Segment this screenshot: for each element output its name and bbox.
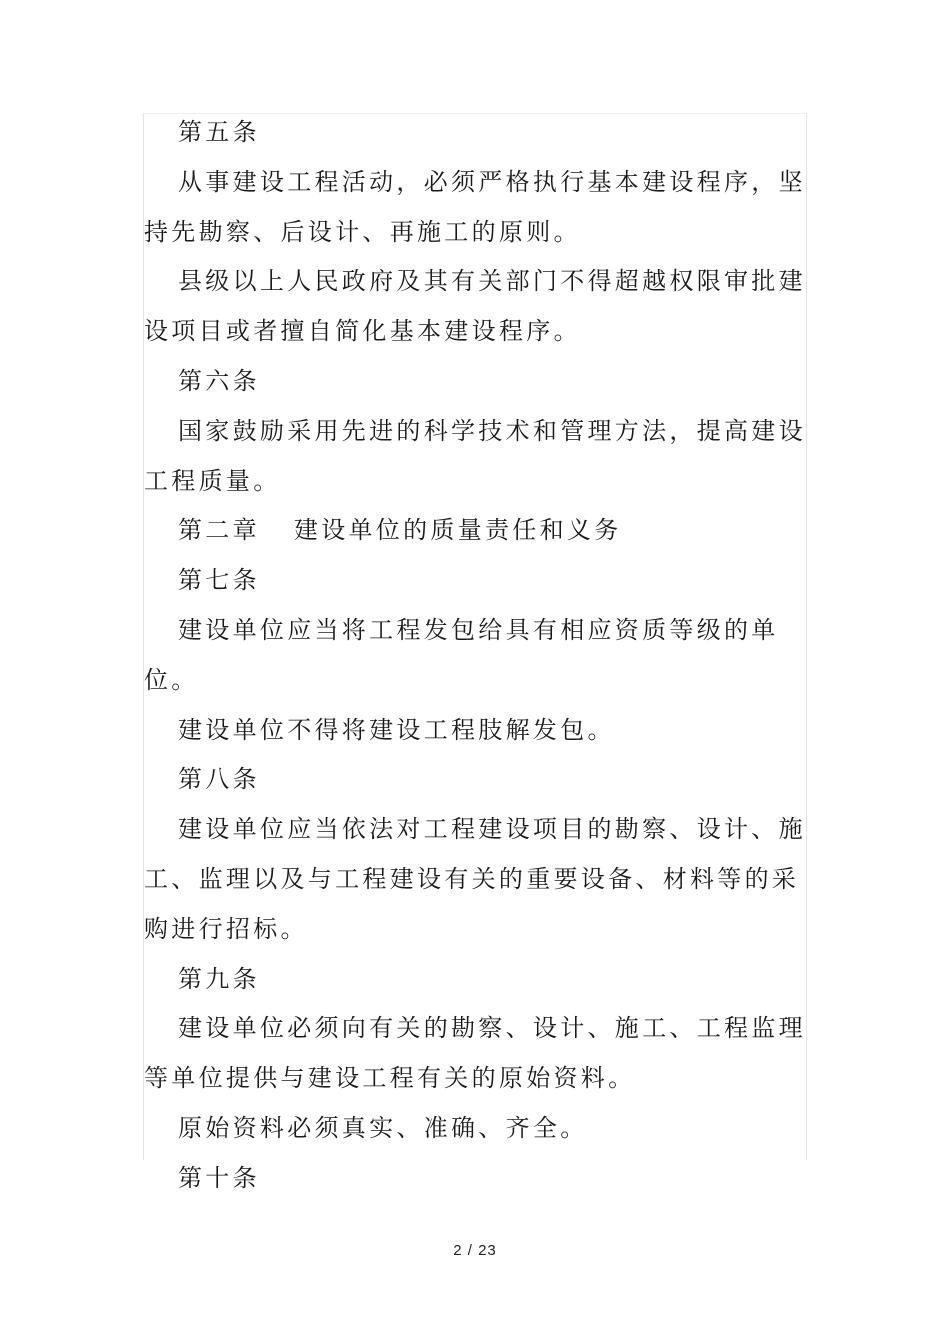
article-heading: 第十条 bbox=[178, 1163, 260, 1192]
article-heading: 第七条 bbox=[178, 566, 260, 595]
article-heading: 第六条 bbox=[178, 366, 260, 395]
paragraph: 从事建设工程活动，必须严格执行基本建设程序，坚持先勘察、后设计、再施工的原则。 bbox=[144, 167, 806, 246]
chapter-number: 第二章 bbox=[178, 516, 260, 545]
article-heading: 第九条 bbox=[178, 964, 260, 993]
document-body bbox=[144, 108, 808, 1204]
paragraph: 建设单位不得将建设工程肢解发包。 bbox=[178, 715, 615, 744]
paragraph: 建设单位应当依法对工程建设项目的勘察、设计、施工、监理以及与工程建设有关的重要设备、材料等的采购进行招标。 bbox=[144, 815, 806, 943]
paragraph: 国家鼓励采用先进的科学技术和管理方法，提高建设工程质量。 bbox=[144, 416, 806, 495]
paragraph: 县级以上人民政府及其有关部门不得超越权限审批建设项目或者擅自简化基本建设程序。 bbox=[144, 267, 806, 346]
chapter-title: 建设单位的质量责任和义务 bbox=[293, 516, 622, 545]
page-number: 2 / 23 bbox=[453, 1242, 497, 1259]
paragraph: 建设单位必须向有关的勘察、设计、施工、工程监理等单位提供与建设工程有关的原始资料。 bbox=[144, 1014, 806, 1093]
article-heading: 第八条 bbox=[178, 765, 260, 794]
chapter-heading bbox=[144, 506, 808, 556]
paragraph: 建设单位应当将工程发包给具有相应资质等级的单位。 bbox=[144, 615, 779, 694]
article-heading: 第五条 bbox=[178, 118, 260, 146]
paragraph: 原始资料必须真实、准确、齐全。 bbox=[178, 1113, 588, 1142]
